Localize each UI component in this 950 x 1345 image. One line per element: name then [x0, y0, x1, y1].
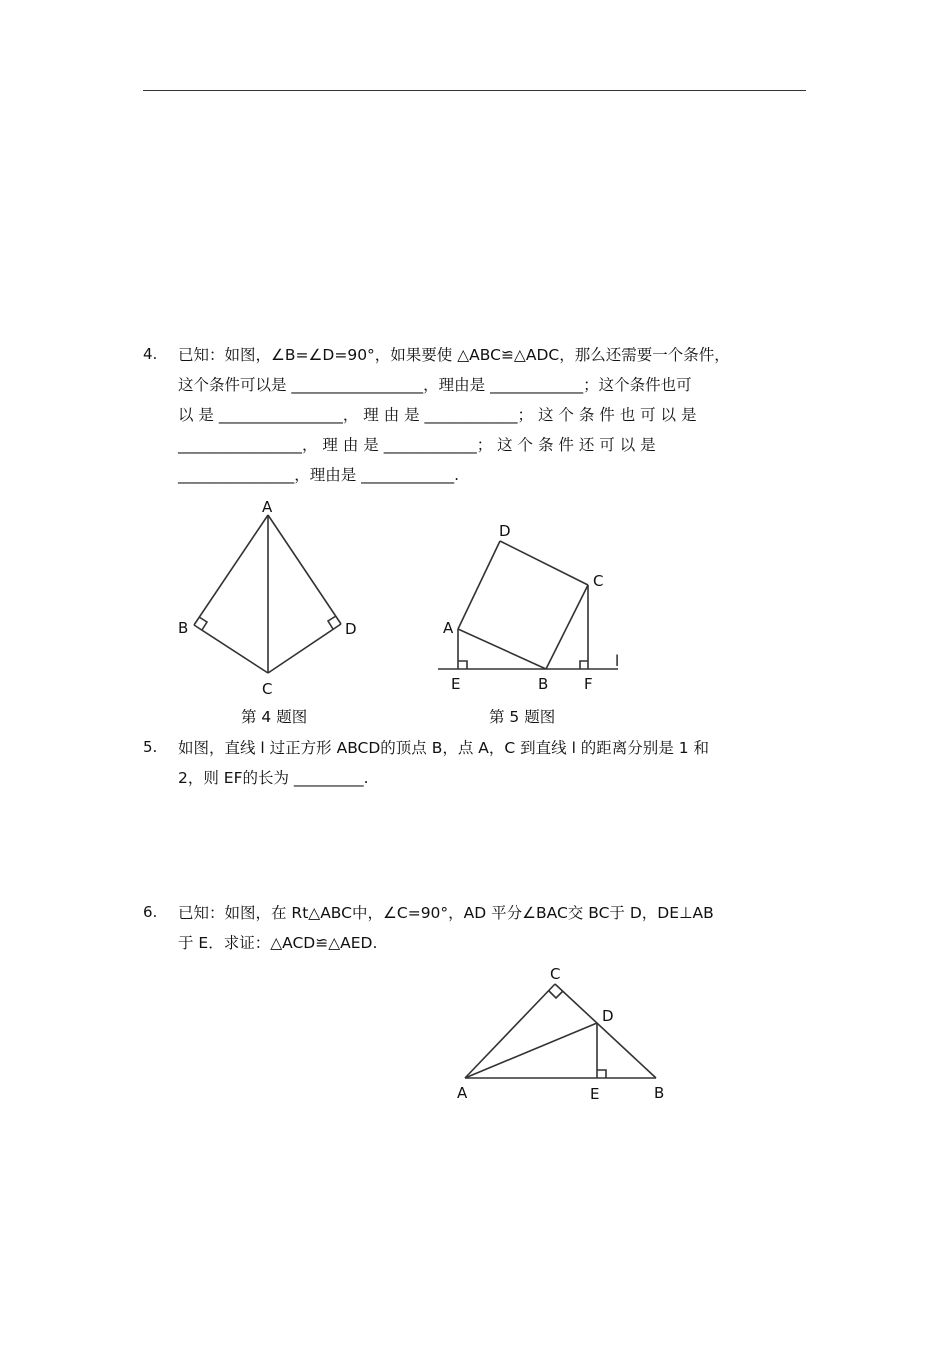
q5-label-e: E — [451, 675, 461, 693]
q6-label-d: D — [602, 1007, 614, 1025]
q5-figure — [430, 515, 630, 695]
q4-line-5: _______________，理由是 ____________. — [178, 466, 460, 484]
q4-label-b: B — [178, 619, 189, 637]
q4-label-c: C — [262, 680, 273, 698]
q6-label-b: B — [654, 1084, 665, 1102]
q5-label-f: F — [584, 675, 593, 693]
q6-number: 6. — [143, 903, 158, 921]
q6-line-2: 于 E．求证：△ACD≌△AED. — [178, 934, 378, 952]
q5-line-2: 2，则 EF的长为 _________. — [178, 769, 369, 787]
q4-label-d: D — [345, 620, 357, 638]
q6-label-a: A — [457, 1084, 468, 1102]
q4-line-1: 已知：如图，∠B=∠D=90°，如果要使 △ABC≌△ADC，那么还需要一个条件， — [178, 346, 730, 364]
q5-label-b: B — [538, 675, 549, 693]
q6-label-c: C — [550, 965, 561, 983]
q5-label-c: C — [593, 572, 604, 590]
q4-figure — [170, 495, 370, 700]
q6-line-1: 已知：如图，在 Rt△ABC中，∠C=90°，AD 平分∠BAC交 BC于 D，DE⊥AB — [178, 904, 714, 922]
q6-label-e: E — [590, 1085, 600, 1103]
q5-number: 5. — [143, 738, 158, 756]
q6-figure — [440, 960, 680, 1110]
q4-label-a: A — [262, 498, 273, 516]
q5-label-l: l — [615, 652, 620, 670]
q4-line-2: 这个条件可以是 _________________，理由是 ____________；这个条件也可 — [178, 376, 692, 394]
q4-caption: 第 4 题图 — [241, 708, 308, 726]
q5-label-a: A — [443, 619, 454, 637]
q4-line-4: ________________， 理 由 是 ____________； 这 个 条 件 还 可 以 是 — [178, 436, 656, 454]
q4-line-3: 以 是 ________________， 理 由 是 ____________； 这 个 条 件 也 可 以 是 — [178, 406, 697, 424]
q5-label-d: D — [499, 522, 511, 540]
q4-number: 4. — [143, 345, 158, 363]
q5-caption: 第 5 题图 — [489, 708, 556, 726]
q5-line-1: 如图，直线 l 过正方形 ABCD的顶点 B，点 A，C 到直线 l 的距离分别是 1 和 — [178, 739, 710, 757]
header-rule — [143, 90, 806, 91]
